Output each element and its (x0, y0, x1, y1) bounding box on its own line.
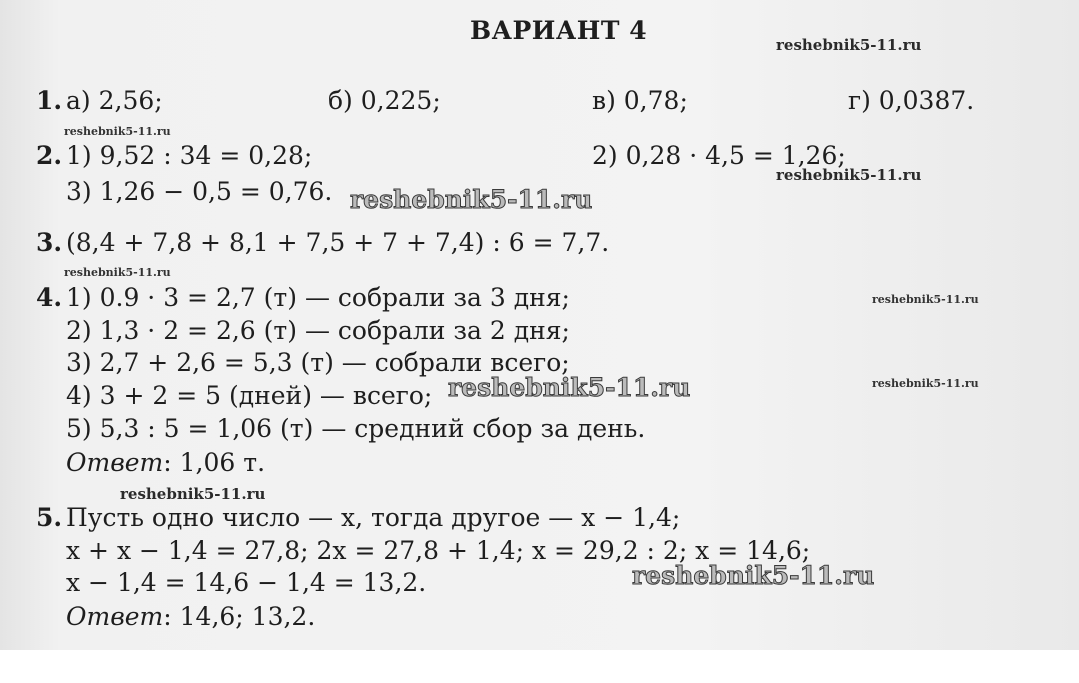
watermark: reshebnik5-11.ru (872, 293, 979, 306)
watermark: reshebnik5-11.ru (776, 166, 922, 184)
task1-answer-v: в) 0,78; (592, 86, 688, 115)
answer-label: Ответ (66, 448, 164, 477)
task5-answer (66, 602, 315, 632)
task4-step-5: 5) 5,3 : 5 = 1,06 (т) — средний сбор за день. (66, 414, 646, 443)
task5-line-3: x − 1,4 = 14,6 − 1,4 = 13,2. (66, 568, 427, 597)
task1-number: 1. (36, 86, 63, 115)
task1-answer-b: б) 0,225; (328, 86, 441, 115)
task4-step-1: 1) 0.9 · 3 = 2,7 (т) — собрали за 3 дня; (66, 283, 570, 312)
task3-number: 3. (36, 228, 63, 257)
task1-answer-a: а) 2,56; (66, 86, 163, 115)
task4-step-2: 2) 1,3 · 2 = 2,6 (т) — собрали за 2 дня; (66, 316, 570, 345)
task5-number: 5. (36, 503, 63, 532)
task2-step-1: 1) 9,52 : 34 = 0,28; (66, 141, 313, 170)
task4-answer (66, 448, 265, 478)
watermark: reshebnik5-11.ru (632, 561, 875, 590)
watermark: reshebnik5-11.ru (64, 266, 171, 279)
watermark: reshebnik5-11.ru (776, 36, 922, 54)
answer-value: : 1,06 т. (163, 448, 266, 477)
watermark: reshebnik5-11.ru (350, 185, 593, 214)
watermark: reshebnik5-11.ru (872, 377, 979, 390)
task2-step-3: 3) 1,26 − 0,5 = 0,76. (66, 177, 333, 206)
task5-line-2: x + x − 1,4 = 27,8; 2x = 27,8 + 1,4; x = 29,2 : 2; x = 14,6; (66, 536, 811, 565)
task2-number: 2. (36, 141, 63, 170)
bleed-through (860, 460, 867, 485)
page-title: ВАРИАНТ 4 (470, 16, 648, 45)
answer-value: : 14,6; 13,2. (163, 602, 316, 631)
watermark: reshebnik5-11.ru (64, 125, 171, 138)
task4-number: 4. (36, 283, 63, 312)
watermark: reshebnik5-11.ru (448, 373, 691, 402)
task1-answer-g: г) 0,0387. (848, 86, 975, 115)
watermark: reshebnik5-11.ru (120, 485, 266, 503)
task4-step-4: 4) 3 + 2 = 5 (дней) — всего; (66, 381, 433, 410)
task2-step-2: 2) 0,28 · 4,5 = 1,26; (592, 141, 846, 170)
answer-label: Ответ (66, 602, 164, 631)
task4-step-3: 3) 2,7 + 2,6 = 5,3 (т) — собрали всего; (66, 348, 570, 377)
task5-line-1: Пусть одно число — x, тогда другое — x − 1,4; (66, 503, 681, 532)
task3-expression: (8,4 + 7,8 + 8,1 + 7,5 + 7 + 7,4) : 6 = 7,7. (66, 228, 610, 257)
